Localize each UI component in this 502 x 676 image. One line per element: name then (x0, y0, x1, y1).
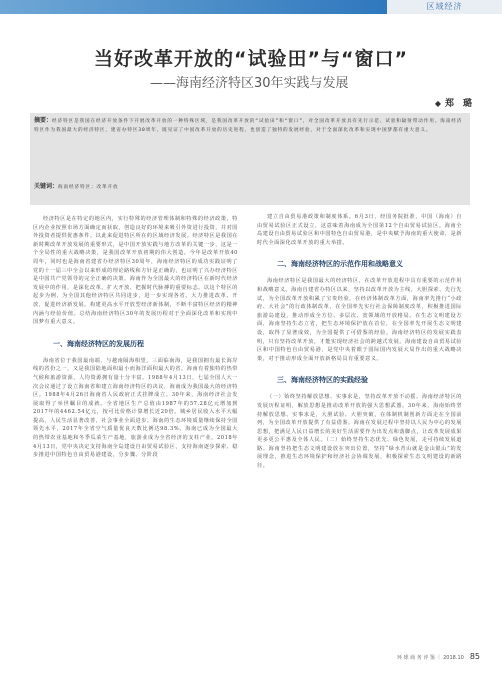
left-column (33, 215, 238, 460)
section-1-paragraph: 海南省位于我国最南端，与越南隔海相望，三面临南海，是我国拥有最长海岸线的省份之一，又是我国陆地面积最小而海洋面积最大的省。海南有着独特的热带气候和旅游资源，人均资源拥有量十分丰富。1988年4月13日，七届全国人大一次会议通过了设立海南省和建立海南经济特区的决议，海南成为我国最大的经济特区。1988年4月26日海南省人民政府正式挂牌成立。30年来，海南经济社会发展取得了举世瞩目的成就。全省地区生产总值由1987年的57.28亿元增加到2017年的4462.54亿元，按可比价格计算增长近20倍。城乡居民收入水平大幅提高，人民生活显著改善，社会事业全面进步。海南的生态环境质量继续保持全国领先水平，2017年全省空气质量优良天数比例达98.3%。海南已成为全国最大的热带农业基地和冬季瓜菜生产基地，旅游业成为全省经济的支柱产业。2018年4月13日，党中央决定支持海南全岛建设自由贸易试验区，支持海南逐步探索、稳步推进中国特色自由贸易港建设，分步骤、分阶段 (33, 357, 238, 459)
section-3-paragraph: （一）始终坚持解放思想、实事求是，坚持改革开放不动摇。海南经济特区的发展历程证明，解放思想是推动改革开放的强大思想武器。30年来，海南始终坚持解放思想、实事求是，大胆试验、大胆突破，在体制机制创新方面走在全国前列，为全国改革开放提供了有益借鉴。海南在发展过程中坚持以人民为中心的发展思想，把满足人民日益增长的美好生活需要作为出发点和落脚点，让改革发展成果更多更公平惠及全体人民。（二）始终坚持生态优先、绿色发展，走可持续发展道路。海南坚持把生态文明建设放在突出位置，坚持“绿水青山就是金山银山”的发展理念，推进生态环境保护和经济社会协调发展，积极探索生态文明建设的新路径。 (257, 394, 462, 470)
section-2-paragraph: 海南经济特区是我国最大的经济特区，在改革开放进程中具有重要的示范作用和战略意义。海南自建省办特区以来，坚持以改革开放为主线，大胆探索、先行先试，为全国改革开放积累了宝贵经验。在经济体制改革方面，海南率先推行“小政府、大社会”的行政体制改革，在全国率先实行社会保障制度改革，积极推进国际旅游岛建设，推动形成全方位、多层次、宽领域的开放格局。在生态文明建设方面，海南坚持生态立省，把生态环境保护放在首位，在全国率先开展生态文明建设，取得了显著成效，为全国提供了可借鉴的经验。海南经济特区的发展实践表明，只有坚持改革开放，才能实现经济社会的跨越式发展。海南建设自由贸易试验区和中国特色自由贸易港，是党中央着眼于国际国内发展大局作出的重大战略决策，对于推动形成全面开放新格局具有重要意义。 (257, 278, 462, 362)
continued-paragraph: 建立自由贸易港政策和制度体系。6月3日，经国务院批准，中国（海南）自由贸易试验区正式设立，这意味着海南成为全国第12个自由贸易试验区。海南全岛建设自由贸易试验区和中国特色自由贸易港，是中央赋予海南的重大使命，是新时代全面深化改革开放的重大举措。 (257, 214, 462, 246)
section-heading-1: 一、海南经济特区的发展历程 (53, 339, 144, 348)
journal-name: 环 球 商 务 评 鉴 ｜ 2018.10 (397, 655, 464, 661)
author-name: 郑 璐 (444, 99, 472, 109)
keywords-label: 关键词： (34, 183, 59, 190)
header-band (0, 0, 502, 14)
right-column (257, 213, 462, 471)
abstract-label: 摘要： (34, 117, 53, 124)
article-title: 当好改革开放的“试验田”与“窗口” (94, 48, 408, 70)
section-heading-3: 三、海南经济特区的实践经验 (277, 376, 368, 385)
intro-paragraph: 经济特区是在特定的地区内，实行特殊的经济管理体制和特殊的经济政策，特区内企业按照市场方面确定而获取，创造良好的环境来吸引外资进行投资，并对国外投资者提供优惠条件。以此来促进特区所在的区域经济发展。经济特区是我国在新时期改革开放发展的重要形式，是中国开放实践与地方改革的关键一步，这是一个全局性的重大战略决策，是我国改革开放初期的伟大创造。今年是改革开放40周年，同时也是海南省建省办经济特区30周年，海南经济特区的成功实践证明了党的十一届三中全会以来形成的理论路线和方针是正确的，也证明了兴办经济特区是中国共产党领导的完全正确的决策。海南作为全国最大的经济特区在新时代经济发展中的作用，是深化改革、扩大开放、把握时代脉搏的重要标志。以这个特区的起步为例，为全国其他经济特区共同进步，进一步实现各省。大力推进改革、开放，促进经济新发展。构建更高水平开放型经济新体制，不断丰富特区经济的精神内涵与经验价值。总结海南经济特区30年的发展历程对于全面深化改革和实现中国梦有重大意义。 (33, 216, 238, 326)
keywords (34, 182, 466, 192)
keywords-text: 海南经济特区；改革开放 (58, 185, 119, 190)
section-label: 区域经济 (387, 0, 502, 14)
abstract (34, 116, 466, 135)
page-number: 85 (469, 652, 480, 661)
author-line (435, 96, 472, 109)
diamond-icon: ◆ (434, 99, 441, 108)
abstract-text: 经济特区是我国在经济开放条件下开展改革开放的一种特殊区域，是我国改革开放的“试验田”和“窗口”，对全国改革开放具有先行示范、试验和辐射带动作用。海南经济特区作为我国最大的经济特区，建省办特区30周年，既见证了中国改革开放的历史进程，也创造了独特的发展经验，对于全面深化改革和实现中国梦都有重大意义。 (34, 119, 463, 134)
section-heading-2: 二、海南经济特区的示范作用和战略意义 (277, 260, 403, 269)
page-footer (397, 652, 480, 661)
header-color-bar (0, 0, 387, 14)
abstract-box (30, 113, 470, 205)
article-subtitle: ——海南经济特区30年实践与发展 (150, 76, 349, 91)
